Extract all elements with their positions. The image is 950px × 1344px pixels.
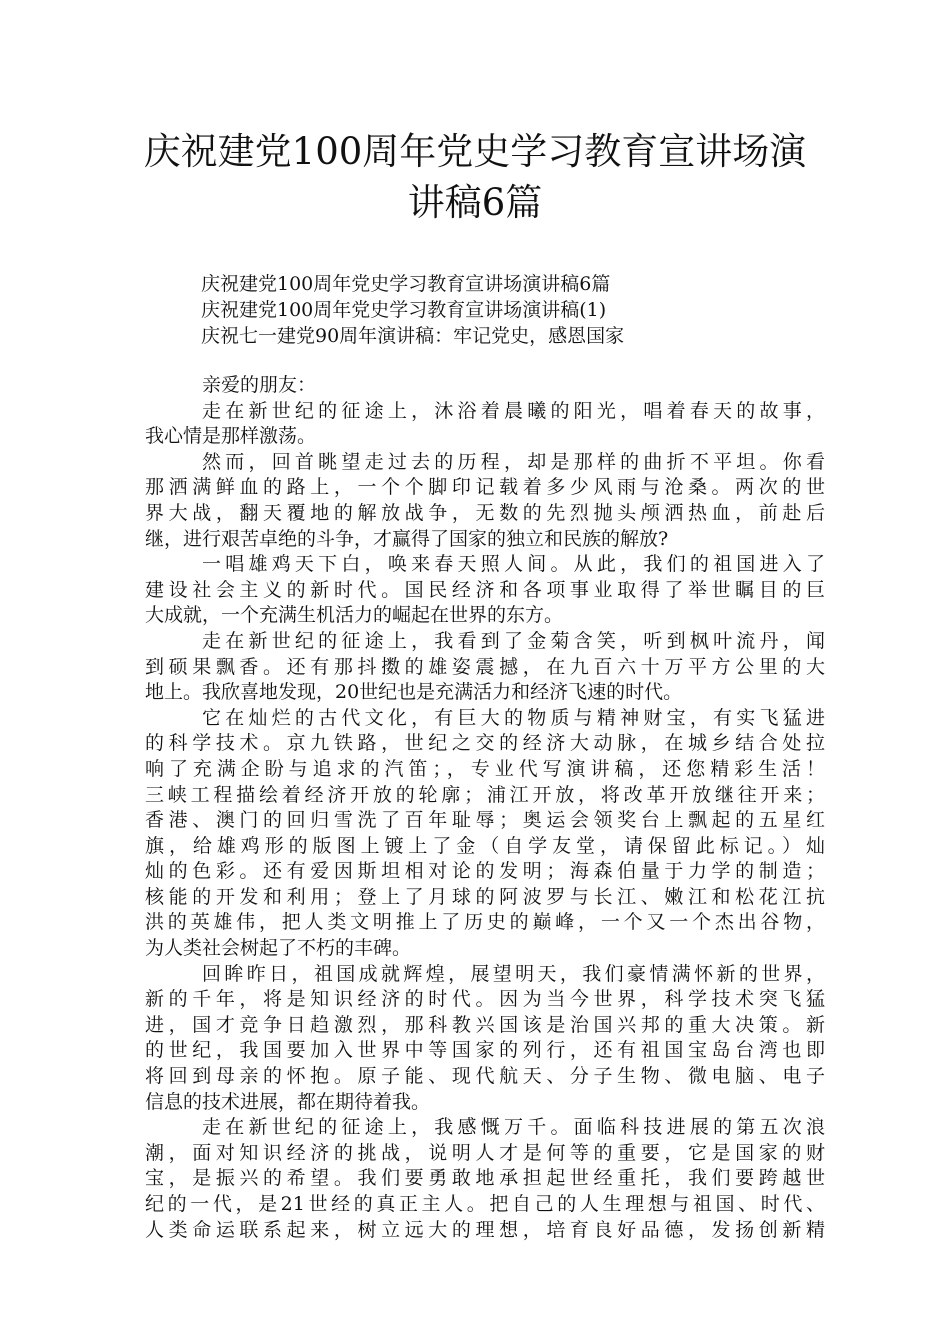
toc-item: 庆祝建党100周年党史学习教育宣讲场演讲稿6篇 bbox=[201, 273, 611, 295]
body-line: 灿的色彩。还有爱因斯坦相对论的发明；海森伯量于力学的制造； bbox=[145, 860, 825, 883]
document-body bbox=[145, 373, 825, 1243]
body-line: 人类命运联系起来，树立远大的理想，培育良好品德，发扬创新精 bbox=[145, 1218, 825, 1241]
body-line: 大成就，一个充满生机活力的崛起在世界的东方。 bbox=[145, 604, 564, 627]
table-of-contents bbox=[201, 271, 624, 349]
body-line: 它在灿烂的古代文化，有巨大的物质与精神财宝，有实飞猛进 bbox=[202, 706, 825, 729]
toc-item: 庆祝建党100周年党史学习教育宣讲场演讲稿(1) bbox=[201, 299, 607, 321]
body-line: 将回到母亲的怀抱。原子能、现代航天、分子生物、微电脑、电子 bbox=[145, 1065, 825, 1088]
toc-item: 庆祝七一建党90周年演讲稿：牢记党史，感恩国家 bbox=[201, 325, 625, 347]
body-line: 纪的一代，是21世经的真正主人。把自己的人生理想与祖国、时代、 bbox=[145, 1193, 825, 1215]
body-line: 回眸昨日，祖国成就辉煌，展望明天，我们豪情满怀新的世界， bbox=[202, 962, 825, 985]
salutation: 亲爱的朋友： bbox=[202, 374, 317, 396]
body-line: 到硕果飘香。还有那抖擞的雄姿震撼，在九百六十万平方公里的大 bbox=[145, 655, 825, 678]
body-line: 走在新世纪的征途上，我看到了金菊含笑，听到枫叶流丹，闻 bbox=[202, 629, 825, 652]
body-line: 界大战，翻天覆地的解放战争，无数的先烈抛头颅洒热血，前赴后 bbox=[145, 501, 825, 524]
body-line: 那洒满鲜血的路上，一个个脚印记载着多少风雨与沧桑。两次的世 bbox=[145, 476, 825, 499]
title-line-1: 庆祝建党100周年党史学习教育宣讲场演 bbox=[143, 130, 807, 173]
body-line: 旗，给雄鸡形的版图上镀上了金（自学友堂，请保留此标记。）灿 bbox=[145, 834, 825, 857]
body-line: 地上。我欣喜地发现，20世纪也是充满活力和经济飞速的时代。 bbox=[145, 681, 683, 704]
body-line: 新的千年，将是知识经济的时代。因为当今世界，科学技术突飞猛 bbox=[145, 988, 825, 1011]
body-line: 宝，是振兴的希望。我们要勇敢地承担起世经重托，我们要跨越世 bbox=[145, 1167, 825, 1190]
body-line: 的科学技术。京九铁路，世纪之交的经济大动脉，在城乡结合处拉 bbox=[145, 732, 825, 755]
body-line: 走在新世纪的征途上，沐浴着晨曦的阳光，唱着春天的故事， bbox=[202, 399, 825, 422]
body-line: 响了充满企盼与追求的汽笛；，专业代写演讲稿，还您精彩生活！ bbox=[145, 757, 825, 780]
title-line-2: 讲稿6篇 bbox=[407, 181, 543, 224]
body-line: 一唱雄鸡天下白，唤来春天照人间。从此，我们的祖国进入了 bbox=[202, 553, 825, 576]
body-line: 三峡工程描绘着经济开放的轮廓；浦江开放，将改革开放继往开来； bbox=[145, 783, 825, 806]
body-line: 信息的技术进展，都在期待着我。 bbox=[145, 1090, 431, 1113]
body-line: 为人类社会树起了不朽的丰碑。 bbox=[145, 937, 412, 960]
body-line: 核能的开发和利用；登上了月球的阿波罗与长江、嫩江和松花江抗 bbox=[145, 885, 825, 908]
body-line: 的世纪，我国要加入世界中等国家的列行，还有祖国宝岛台湾也即 bbox=[145, 1039, 825, 1062]
body-line: 香港、澳门的回归雪洗了百年耻辱；奥运会领奖台上飘起的五星红 bbox=[145, 809, 825, 832]
body-line: 进，国才竞争日趋激烈，那科教兴国该是治国兴邦的重大决策。新 bbox=[145, 1013, 825, 1036]
body-line: 走在新世纪的征途上，我感慨万千。面临科技进展的第五次浪 bbox=[202, 1116, 825, 1139]
document-title bbox=[90, 126, 860, 228]
body-line: 继，进行艰苦卓绝的斗争，才赢得了国家的独立和民族的解放? bbox=[145, 527, 669, 550]
body-line: 建设社会主义的新时代。国民经济和各项事业取得了举世瞩目的巨 bbox=[145, 578, 825, 601]
body-line: 潮，面对知识经济的挑战，说明人才是何等的重要，它是国家的财 bbox=[145, 1141, 825, 1164]
body-line: 然而，回首眺望走过去的历程，却是那样的曲折不平坦。你看 bbox=[202, 450, 825, 473]
body-line: 洪的英雄伟，把人类文明推上了历史的巅峰，一个又一个杰出谷物， bbox=[145, 911, 825, 934]
body-line: 我心情是那样激荡。 bbox=[145, 425, 317, 448]
